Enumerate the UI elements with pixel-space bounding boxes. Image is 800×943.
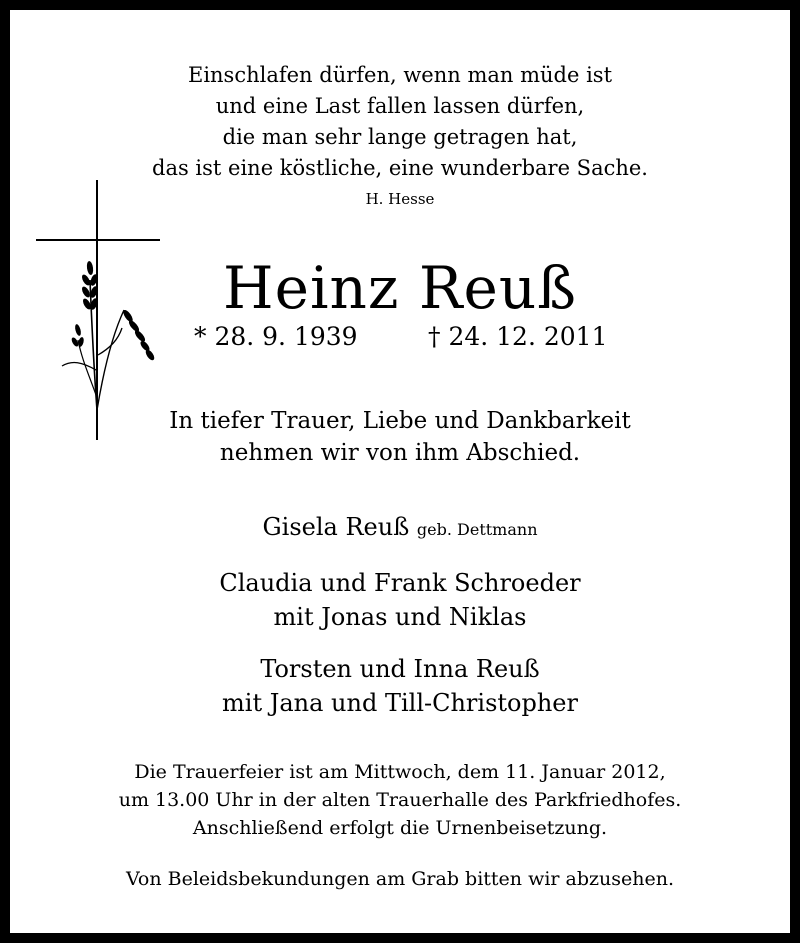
spouse-name: Gisela Reuß — [262, 513, 410, 541]
closing-note: Von Beleidsbekundungen am Grab bitten wir abzusehen. — [125, 868, 675, 890]
ceremony-line: Anschließend erfolgt die Urnenbeisetzung. — [192, 817, 608, 839]
poem-line: Einschlafen dürfen, wenn man müde ist — [187, 63, 613, 87]
poem-author: H. Hesse — [365, 190, 435, 208]
mourning-line: In tiefer Trauer, Liebe und Dankbarkeit — [169, 408, 631, 434]
family-group-2 — [10, 652, 790, 720]
death-date: † 24. 12. 2011 — [428, 322, 608, 351]
family-spouse — [10, 510, 790, 544]
family-line: mit Jonas und Niklas — [273, 603, 527, 631]
family-group-1 — [10, 566, 790, 634]
poem — [10, 60, 790, 184]
poem-line: und eine Last fallen lassen dürfen, — [215, 94, 585, 118]
poem-line: die man sehr lange getragen hat, — [222, 125, 578, 149]
spouse-maiden-name: geb. Dettmann — [416, 520, 538, 539]
poem-line: das ist eine köstliche, eine wunderbare Sache. — [152, 156, 648, 180]
mourning-text — [10, 405, 790, 469]
ceremony-line: Die Trauerfeier ist am Mittwoch, dem 11. Januar 2012, — [134, 761, 666, 783]
family-line: mit Jana und Till-Christopher — [222, 689, 578, 717]
ceremony-info — [10, 758, 790, 842]
mourning-line: nehmen wir von ihm Abschied. — [219, 440, 581, 466]
birth-date: * 28. 9. 1939 — [194, 322, 358, 351]
deceased-name: Heinz Reuß — [223, 254, 577, 322]
family-line: Claudia und Frank Schroeder — [219, 569, 581, 597]
family-line: Torsten und Inna Reuß — [260, 655, 540, 683]
ceremony-line: um 13.00 Uhr in der alten Trauerhalle des Parkfriedhofes. — [118, 789, 682, 811]
